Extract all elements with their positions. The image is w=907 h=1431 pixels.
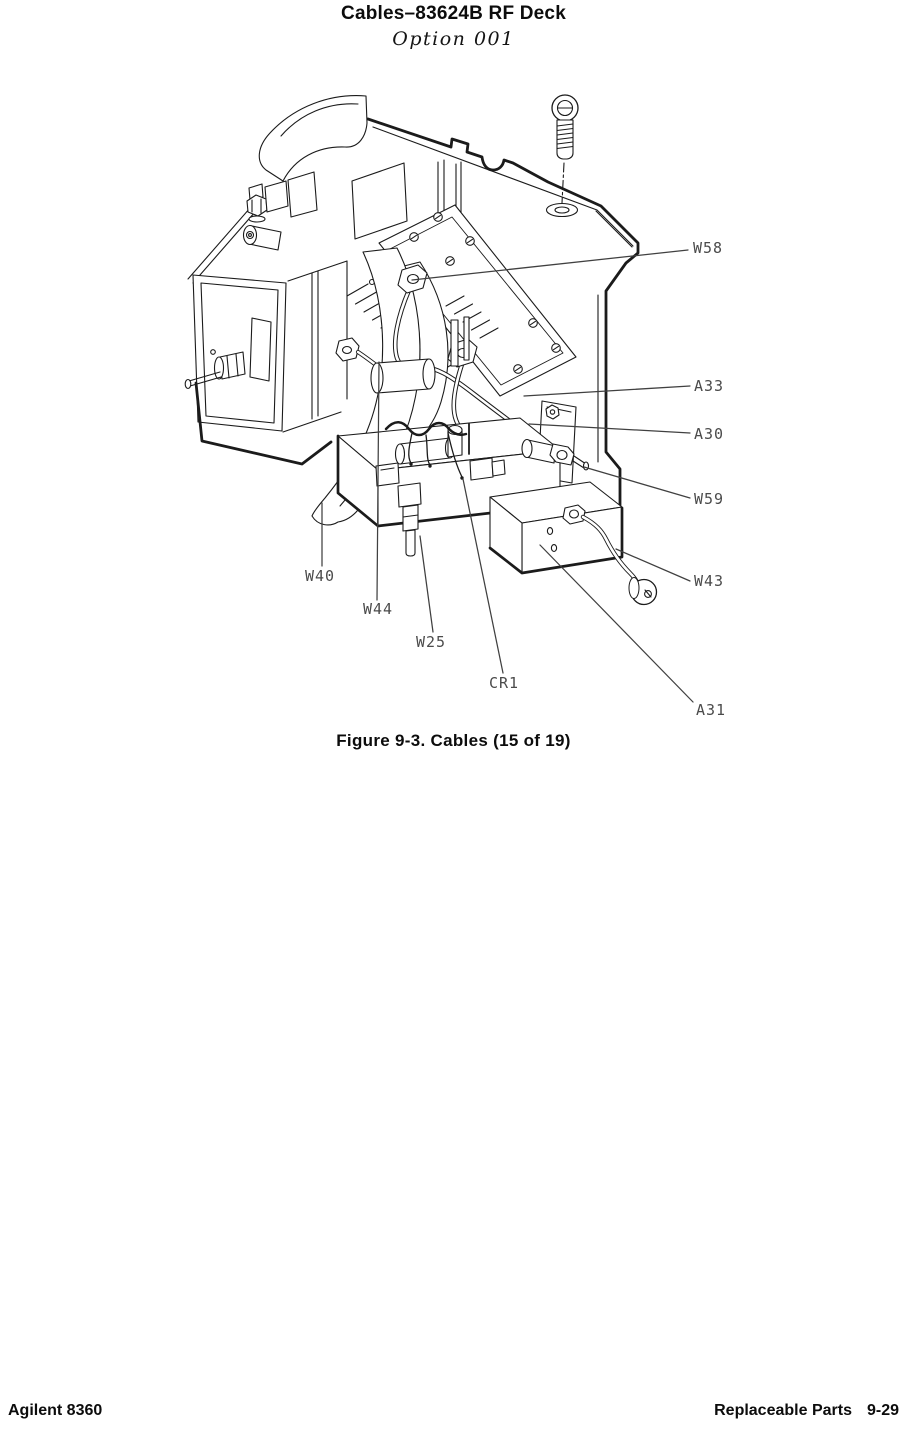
callout-a31: A31 xyxy=(696,701,727,719)
page-title: Cables–83624B RF Deck xyxy=(341,3,566,24)
footer-product: Agilent 8360 xyxy=(8,1402,103,1419)
figure-caption: Figure 9-3. Cables (15 of 19) xyxy=(336,731,571,750)
callout-w44: W44 xyxy=(363,600,394,618)
callout-a33: A33 xyxy=(694,377,725,395)
left-module xyxy=(185,172,347,464)
callout-cr1: CR1 xyxy=(489,674,520,692)
callout-w59: W59 xyxy=(694,490,725,508)
callout-w40: W40 xyxy=(305,567,336,585)
page-subtitle: Option 001 xyxy=(392,28,515,50)
mounting-screw xyxy=(547,95,579,217)
callout-w43: W43 xyxy=(694,572,725,590)
leader-w43 xyxy=(616,549,690,581)
footer-section: Replaceable Parts xyxy=(714,1402,852,1419)
callout-a30: A30 xyxy=(694,425,725,443)
callout-w25: W25 xyxy=(416,633,447,651)
block-a31 xyxy=(490,482,622,573)
footer-right xyxy=(714,1402,899,1420)
callout-w58: W58 xyxy=(693,239,724,257)
leader-w25 xyxy=(420,536,433,632)
leader-a31 xyxy=(540,545,693,702)
footer-page-number: 9-29 xyxy=(866,1402,899,1419)
